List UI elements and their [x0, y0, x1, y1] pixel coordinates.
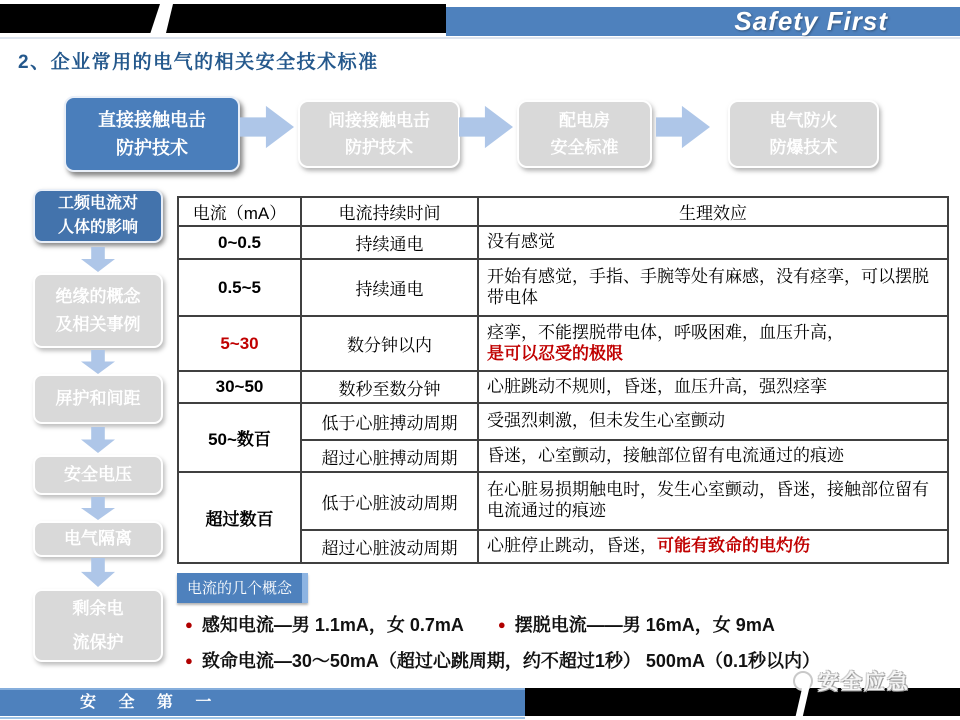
sidebar-item-safe-voltage — [33, 455, 163, 495]
sidebar-item-label: 屏护和间距 — [55, 389, 141, 409]
header-black-bar-left — [0, 4, 160, 33]
cell-duration: 持续通电 — [301, 226, 478, 259]
cell-duration: 低于心脏搏动周期 — [301, 403, 478, 440]
flow-step-indirect-contact-shock — [298, 100, 460, 168]
arrow-down-icon — [81, 558, 115, 587]
flow-step-label: 安全标准 — [550, 137, 619, 157]
bullet-dot-icon: ● — [185, 653, 193, 668]
concepts-bullet-row-1 — [185, 611, 775, 637]
sidebar-item-insulation-concept — [33, 273, 163, 348]
flow-step-label: 直接接触电击 — [98, 109, 206, 130]
cell-effect: 开始有感觉，手指、手腕等处有麻感，没有痉挛，可以摆脱带电体 — [478, 259, 948, 316]
cell-effect — [478, 316, 948, 371]
arrow-down-icon — [81, 427, 115, 453]
concepts-bullet-row-2 — [185, 647, 820, 673]
bullet-item — [185, 647, 820, 673]
arrow-right-icon — [240, 105, 294, 149]
cell-current: 超过数百 — [178, 472, 301, 563]
page-title: 2、企业常用的电气的相关安全技术标准 — [18, 52, 379, 73]
table-row — [178, 403, 948, 440]
flow-step-label: 电气防火 — [769, 110, 838, 130]
cell-current: 5~30 — [178, 316, 301, 371]
header-black-bar-center — [166, 4, 446, 33]
cell-current: 50~数百 — [178, 403, 301, 472]
sidebar-item-label: 流保护 — [72, 633, 124, 652]
watermark-logo — [793, 666, 910, 696]
cell-effect: 受强烈刺激，但未发生心室颤动 — [478, 403, 948, 440]
header-blue-bar — [446, 7, 960, 36]
sidebar-item-label: 及相关事例 — [55, 314, 141, 334]
footer-slogan: 安 全 第 一 — [80, 694, 221, 711]
bullet-dot-icon: ● — [497, 617, 506, 632]
sidebar-item-residual-current-protection — [33, 589, 163, 662]
flow-step-label: 间接接触电击 — [328, 110, 430, 130]
table-row — [178, 259, 948, 316]
cell-current: 30~50 — [178, 371, 301, 403]
arrow-down-icon — [81, 247, 115, 272]
arrow-down-icon — [81, 497, 115, 520]
col-header-effect: 生理效应 — [478, 197, 948, 226]
cell-effect: 在心脏易损期触电时，发生心室颤动，昏迷，接触部位留有电流通过的痕迹 — [478, 472, 948, 530]
effect-highlight: 是可以忍受的极限 — [487, 343, 623, 363]
sidebar-item-label: 工频电流对 — [57, 195, 138, 212]
arrow-right-icon — [459, 105, 513, 149]
sidebar-item-label: 安全电压 — [64, 465, 132, 485]
flow-step-label: 防护技术 — [345, 137, 413, 157]
sidebar-item-label: 剩余电 — [72, 598, 124, 618]
concepts-label: 电流的几个概念 — [177, 573, 308, 603]
arrow-down-icon — [81, 350, 115, 374]
flow-step-label: 防护技术 — [116, 137, 188, 158]
bullet-dot-icon: ● — [185, 617, 193, 632]
cell-duration: 数分钟以内 — [301, 316, 478, 371]
flow-step-label: 防爆技术 — [769, 137, 838, 157]
cell-duration: 超过心脏搏动周期 — [301, 440, 478, 472]
table-row — [178, 226, 948, 259]
effect-text: 心脏停止跳动，昏迷， — [487, 536, 657, 556]
table-row — [178, 472, 948, 530]
flow-step-direct-contact-shock — [64, 96, 240, 172]
cell-duration: 低于心脏波动周期 — [301, 472, 478, 530]
effect-text: 痉挛，不能摆脱带电体，呼吸困难，血压升高， — [487, 322, 844, 342]
bullet-text: 致命电流—30～50mA（超过心跳周期，约不超过1秒） 500mA（0.1秒以内） — [201, 651, 820, 671]
watermark-text: 安全应急 — [818, 671, 910, 694]
sidebar-item-power-frequency-current — [33, 189, 163, 243]
footer-underline — [0, 717, 525, 719]
cell-current: 0~0.5 — [178, 226, 301, 259]
bullet-item — [498, 611, 775, 637]
bullet-text: 感知电流—男 1.1mA，女 0.7mA — [201, 615, 464, 635]
col-header-current: 电流（mA） — [178, 197, 301, 226]
sidebar-item-label: 人体的影响 — [57, 219, 138, 236]
cell-duration: 数秒至数分钟 — [301, 371, 478, 403]
sidebar-item-shielding-clearance — [33, 374, 163, 424]
cell-effect — [478, 530, 948, 563]
col-header-duration: 电流持续时间 — [301, 197, 478, 226]
cell-duration: 持续通电 — [301, 259, 478, 316]
bullet-text: 摆脱电流——男 16mA，女 9mA — [514, 615, 775, 635]
bullet-item — [185, 611, 464, 637]
header-underline — [0, 37, 960, 39]
footer-blue-bar — [0, 688, 525, 716]
arrow-right-icon — [656, 105, 710, 149]
effect-highlight: 可能有致命的电灼伤 — [657, 536, 810, 556]
brand-text: Safety First — [734, 6, 888, 36]
table-row — [178, 371, 948, 403]
flow-step-label: 配电房 — [559, 110, 610, 130]
cell-effect: 没有感觉 — [478, 226, 948, 259]
flow-step-fire-explosion-protection — [728, 100, 879, 168]
cell-effect: 心脏跳动不规则，昏迷，血压升高，强烈痉挛 — [478, 371, 948, 403]
cell-current: 0.5~5 — [178, 259, 301, 316]
sidebar-item-label: 电气隔离 — [64, 529, 132, 549]
sidebar-item-label: 绝缘的概念 — [55, 287, 141, 307]
table-row — [178, 316, 948, 371]
current-effect-table — [177, 196, 949, 564]
flow-step-distribution-room — [517, 100, 652, 168]
sidebar-item-electrical-isolation — [33, 521, 163, 557]
cell-effect: 昏迷，心室颤动，接触部位留有电流通过的痕迹 — [478, 440, 948, 472]
cell-duration: 超过心脏波动周期 — [301, 530, 478, 563]
